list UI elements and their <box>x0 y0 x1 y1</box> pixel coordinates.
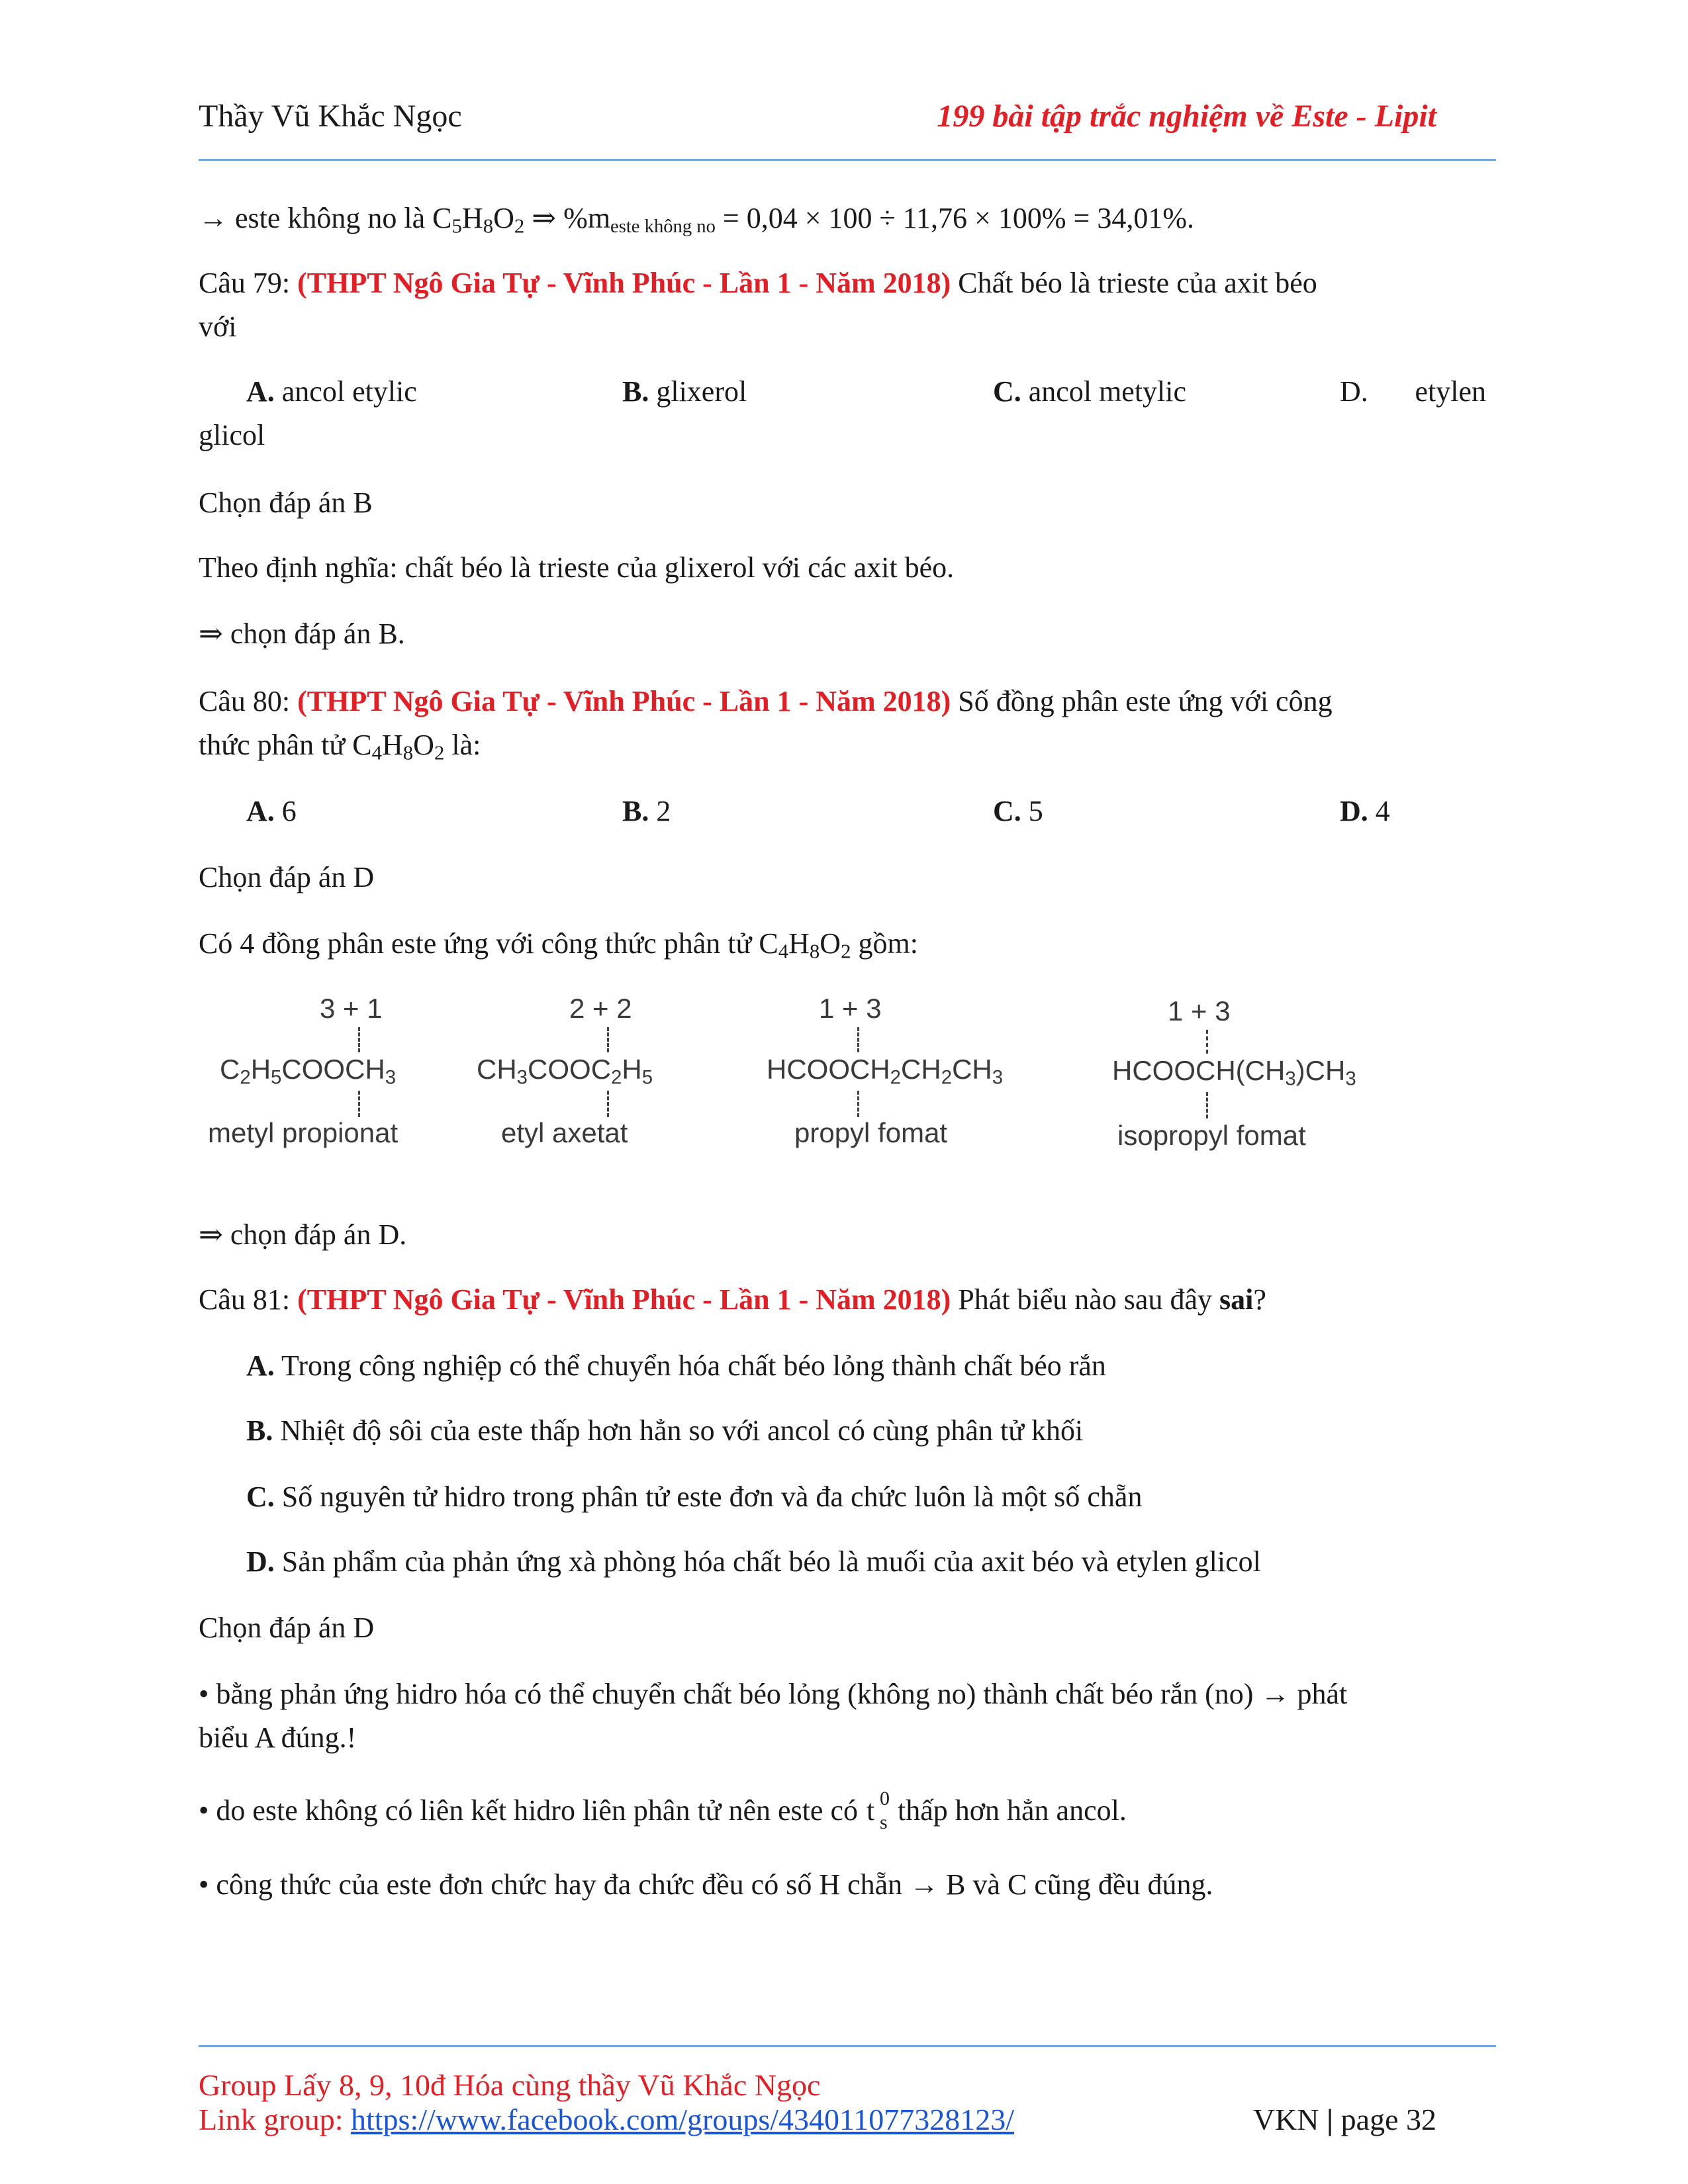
boiling-point-symbol: t 0 s <box>867 1788 890 1833</box>
isomer-3-formula: $HCOOCH_2CH_2CH_3$ <box>767 1054 1004 1089</box>
q80-explanation: Có 4 đồng phân este ứng với công thức phân tử $C_4H_8O_2$ gồm: <box>199 927 918 963</box>
isomer-1-formula: $C_2H_5COOCH_3$ <box>220 1054 397 1089</box>
isomer-2-split: 2 + 2 <box>569 993 632 1024</box>
q80-conclusion: ⇒ chọn đáp án D. <box>199 1218 407 1251</box>
q81-bullet-2: • do este không có liên kết hidro liên phân tử nên este có t 0 s thấp hơn hẳn ancol. <box>199 1788 1127 1833</box>
q80-option-a: A. 6 <box>246 795 297 827</box>
q79-option-a: A. ancol etylic <box>246 375 417 408</box>
isomer-diagram <box>199 993 1430 1191</box>
isomer-3-dash-bottom <box>857 1091 859 1117</box>
q79-option-b: B. glixerol <box>622 375 747 408</box>
q79-conclusion: ⇒ chọn đáp án B. <box>199 617 405 650</box>
header-rule <box>199 159 1496 161</box>
page-number: VKN | page 32 <box>1252 2103 1436 2136</box>
q79-answer: Chọn đáp án B <box>199 486 373 519</box>
q80-option-d: D. 4 <box>1340 795 1390 827</box>
q79-heading-cont: với <box>199 310 237 343</box>
isomer-1-name: metyl propionat <box>208 1117 399 1148</box>
isomer-1-dash-top <box>358 1027 360 1052</box>
q80-source: (THPT Ngô Gia Tự - Vĩnh Phúc - Lần 1 - Năm 2018) <box>297 685 951 717</box>
isomer-2-dash-bottom <box>607 1091 609 1117</box>
footer-group-link[interactable]: https://www.facebook.com/groups/434011077328123/ <box>350 2103 1015 2136</box>
isomer-4-dash-top <box>1206 1030 1208 1054</box>
isomer-4-formula: $HCOOCH(CH_3)CH_3$ <box>1112 1055 1356 1090</box>
q81-option-c: C. Số nguyên tử hidro trong phân tử este đơn và đa chức luôn là một số chẵn <box>246 1480 1143 1513</box>
q81-option-a: A. Trong công nghiệp có thể chuyển hóa chất béo lỏng thành chất béo rắn <box>246 1349 1106 1382</box>
q81-answer: Chọn đáp án D <box>199 1612 375 1644</box>
isomer-4-name: isopropyl fomat <box>1117 1120 1306 1151</box>
q79-source: (THPT Ngô Gia Tự - Vĩnh Phúc - Lần 1 - Năm 2018) <box>297 267 951 299</box>
isomer-2-formula: $CH_3COOC_2H_5$ <box>477 1054 653 1089</box>
footer-link-line: Link group: https://www.facebook.com/groups/434011077328123/ <box>199 2103 1015 2136</box>
header-title: 199 bài tập trắc nghiệm về Este - Lipit <box>937 99 1436 134</box>
q80-heading-cont: thức phân tử $C_4H_8O_2$ là: <box>199 729 481 764</box>
isomer-2-name: etyl axetat <box>501 1117 628 1148</box>
isomer-4-split: 1 + 3 <box>1168 995 1231 1026</box>
q81-heading: Câu 81: (THPT Ngô Gia Tự - Vĩnh Phúc - Lần 1 - Năm 2018) Phát biểu nào sau đây sai? <box>199 1283 1266 1316</box>
q79-option-d-text: etylen <box>1415 375 1486 408</box>
isomer-3-dash-top <box>857 1027 859 1052</box>
intro-line: → este không no là $C_5H_8O_2$ ⇒ $\%m_{este không no} = 0,04 \times 100 \div 11,76 \times 100\% = 34,01\%$. <box>199 202 1194 238</box>
q81-option-b: B. Nhiệt độ sôi của este thấp hơn hẳn so với ancol có cùng phân tử khối <box>246 1414 1084 1447</box>
isomer-2-dash-top <box>607 1027 609 1052</box>
q80-option-b: B. 2 <box>622 795 671 827</box>
isomer-1-split: 3 + 1 <box>320 993 383 1024</box>
q80-heading: Câu 80: (THPT Ngô Gia Tự - Vĩnh Phúc - Lần 1 - Năm 2018) Số đồng phân este ứng với công <box>199 685 1333 717</box>
isomer-4-dash-bottom <box>1206 1092 1208 1118</box>
isomer-1-dash-bottom <box>358 1091 360 1117</box>
q81-bullet-3: • công thức của este đơn chức hay đa chức đều có số H chẵn → B và C cũng đều đúng. <box>199 1868 1213 1901</box>
q81-bullet-1-cont: biểu A đúng.! <box>199 1721 357 1754</box>
footer-group: Group Lấy 8, 9, 10đ Hóa cùng thầy Vũ Khắc Ngọc <box>199 2068 821 2102</box>
q80-option-c: C. 5 <box>993 795 1043 827</box>
q79-option-d-key: D. <box>1340 375 1368 408</box>
header-author: Thầy Vũ Khắc Ngọc <box>199 99 462 134</box>
q80-answer: Chọn đáp án D <box>199 861 375 893</box>
q79-heading: Câu 79: (THPT Ngô Gia Tự - Vĩnh Phúc - Lần 1 - Năm 2018) Chất béo là trieste của axit béo <box>199 267 1317 299</box>
footer-rule <box>199 2045 1496 2047</box>
q79-option-d-cont: glicol <box>199 419 265 451</box>
q81-source: (THPT Ngô Gia Tự - Vĩnh Phúc - Lần 1 - Năm 2018) <box>297 1283 951 1316</box>
q81-option-d: D. Sản phẩm của phản ứng xà phòng hóa chất béo là muối của axit béo và etylen glicol <box>246 1545 1261 1578</box>
isomer-3-name: propyl fomat <box>794 1117 948 1148</box>
q79-option-c: C. ancol metylic <box>993 375 1187 408</box>
q79-explanation: Theo định nghĩa: chất béo là trieste của glixerol với các axit béo. <box>199 551 955 584</box>
q81-bullet-1: • bằng phản ứng hidro hóa có thể chuyển chất béo lỏng (không no) thành chất béo rắn (no) → phát <box>199 1678 1348 1710</box>
isomer-3-split: 1 + 3 <box>819 993 882 1024</box>
